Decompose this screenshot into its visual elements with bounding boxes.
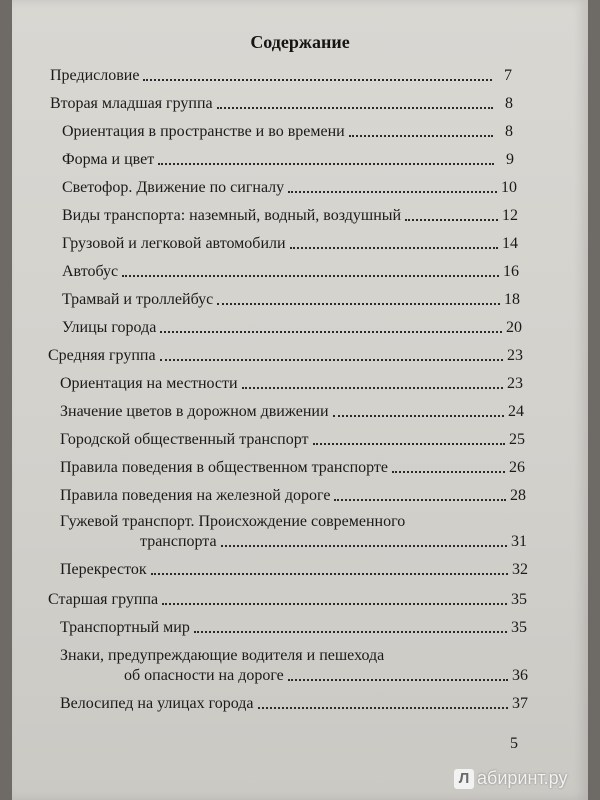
toc-entry xyxy=(50,66,512,86)
toc-entry-label-line1: Гужевой транспорт. Происхождение современного xyxy=(60,513,406,530)
toc-entry-page: 28 xyxy=(510,487,526,504)
toc-entry-page: 20 xyxy=(506,319,522,336)
toc-entry-page: 10 xyxy=(501,179,517,196)
leader-dots xyxy=(162,603,507,605)
toc-entry-page: 26 xyxy=(509,459,525,476)
leader-dots xyxy=(160,359,503,361)
toc-entry-page: 36 xyxy=(512,667,528,684)
leader-dots xyxy=(242,387,503,389)
toc-entry xyxy=(60,402,524,422)
leader-dots xyxy=(217,107,493,109)
leader-dots xyxy=(349,135,493,137)
toc-entry-page: 32 xyxy=(512,561,528,578)
toc-entry-page: 12 xyxy=(502,207,518,224)
toc-entry-label: Вторая младшая группа xyxy=(50,95,213,112)
toc-entry-page: 23 xyxy=(507,375,523,392)
leader-dots xyxy=(151,573,508,575)
toc-entry xyxy=(60,374,523,394)
toc-entry-label-line2: транспорта xyxy=(140,533,217,550)
toc-entry-page: 9 xyxy=(506,151,514,168)
toc-entry-label: Транспортный мир xyxy=(60,619,190,636)
toc-entry-label: Средняя группа xyxy=(48,347,156,364)
toc-entry xyxy=(60,646,528,686)
toc-entry-label: Значение цветов в дорожном движении xyxy=(60,403,329,420)
toc-entry-label: Светофор. Движение по сигналу xyxy=(62,179,285,196)
leader-dots xyxy=(221,545,507,547)
toc-entry xyxy=(62,150,514,170)
toc-entry xyxy=(50,94,513,114)
toc-entry-page: 14 xyxy=(502,235,518,252)
toc-entry-page: 7 xyxy=(504,67,512,84)
labirint-logo-icon: Л xyxy=(454,769,474,789)
leader-dots xyxy=(158,163,494,165)
watermark-text: абиринт.ру xyxy=(477,768,568,788)
toc-entry-label: Перекресток xyxy=(60,561,147,578)
toc-entry-page: 23 xyxy=(507,347,523,364)
leader-dots xyxy=(217,303,500,305)
leader-dots xyxy=(290,247,498,249)
toc-entry-label: Городской общественный транспорт xyxy=(60,431,309,448)
toc-entry xyxy=(60,458,525,478)
leader-dots xyxy=(258,707,508,709)
toc-entry xyxy=(62,234,518,254)
toc-entry-label: Улицы города xyxy=(62,319,157,336)
toc-entry-page: 8 xyxy=(505,95,513,112)
toc-entry-label: Виды транспорта: наземный, водный, воздушный xyxy=(62,207,402,224)
toc-entry-page: 25 xyxy=(509,431,525,448)
toc-entry xyxy=(48,346,523,366)
leader-dots xyxy=(122,275,499,277)
watermark xyxy=(454,768,567,789)
toc-entry-label: Автобус xyxy=(62,263,119,280)
leader-dots xyxy=(313,443,506,445)
toc-entry-line2 xyxy=(60,666,528,686)
toc-entry xyxy=(48,590,527,610)
toc-entry-page: 24 xyxy=(508,403,524,420)
toc-entry-label: Форма и цвет xyxy=(62,151,155,168)
toc-entry-label: Правила поведения в общественном транспорте xyxy=(60,459,389,476)
toc-entry-page: 18 xyxy=(504,291,520,308)
toc-entry xyxy=(62,206,518,226)
toc-entry-page: 35 xyxy=(511,591,527,608)
toc-entry xyxy=(62,262,519,282)
toc-entry-label-line1: Знаки, предупреждающие водителя и пешехода xyxy=(60,647,385,664)
leader-dots xyxy=(288,679,508,681)
toc-entry-label: Старшая группа xyxy=(48,591,159,608)
toc-entry-label: Велосипед на улицах города xyxy=(60,695,254,712)
toc-entry xyxy=(60,618,527,638)
toc-entry xyxy=(62,290,520,310)
toc-entry xyxy=(60,430,525,450)
toc-entry-page: 35 xyxy=(511,619,527,636)
leader-dots xyxy=(333,415,505,417)
leader-dots xyxy=(405,219,498,221)
toc-entry-page: 8 xyxy=(505,123,513,140)
leader-dots xyxy=(392,471,505,473)
toc-entry-page: 16 xyxy=(503,263,519,280)
toc-entry-label: Ориентация на местности xyxy=(60,375,238,392)
toc-entry-label: Предисловие xyxy=(50,67,140,84)
leader-dots xyxy=(143,79,492,81)
leader-dots xyxy=(334,499,506,501)
toc-entry-line2 xyxy=(60,532,527,552)
book-page xyxy=(12,0,588,800)
toc-entry xyxy=(60,512,527,552)
page-title: Содержание xyxy=(250,32,350,52)
leader-dots xyxy=(288,191,497,193)
toc-entry-label: Ориентация в пространстве и во времени xyxy=(62,123,345,140)
leader-dots xyxy=(160,331,502,333)
table-of-contents xyxy=(12,0,588,800)
leader-dots xyxy=(194,631,507,633)
toc-entry xyxy=(60,486,526,506)
toc-entry xyxy=(60,694,528,714)
page-number: 5 xyxy=(510,735,518,752)
toc-entry xyxy=(60,560,528,580)
toc-entry-label-line2: об опасности на дороге xyxy=(124,667,284,684)
toc-entry xyxy=(62,122,513,142)
toc-entry-page: 31 xyxy=(511,533,527,550)
toc-entry-label: Трамвай и троллейбус xyxy=(62,291,214,308)
toc-entry xyxy=(62,318,522,338)
toc-entry-label: Правила поведения на железной дороге xyxy=(60,487,331,504)
toc-entry-page: 37 xyxy=(512,695,528,712)
toc-entry xyxy=(62,178,517,198)
toc-entry-label: Грузовой и легковой автомобили xyxy=(62,235,286,252)
